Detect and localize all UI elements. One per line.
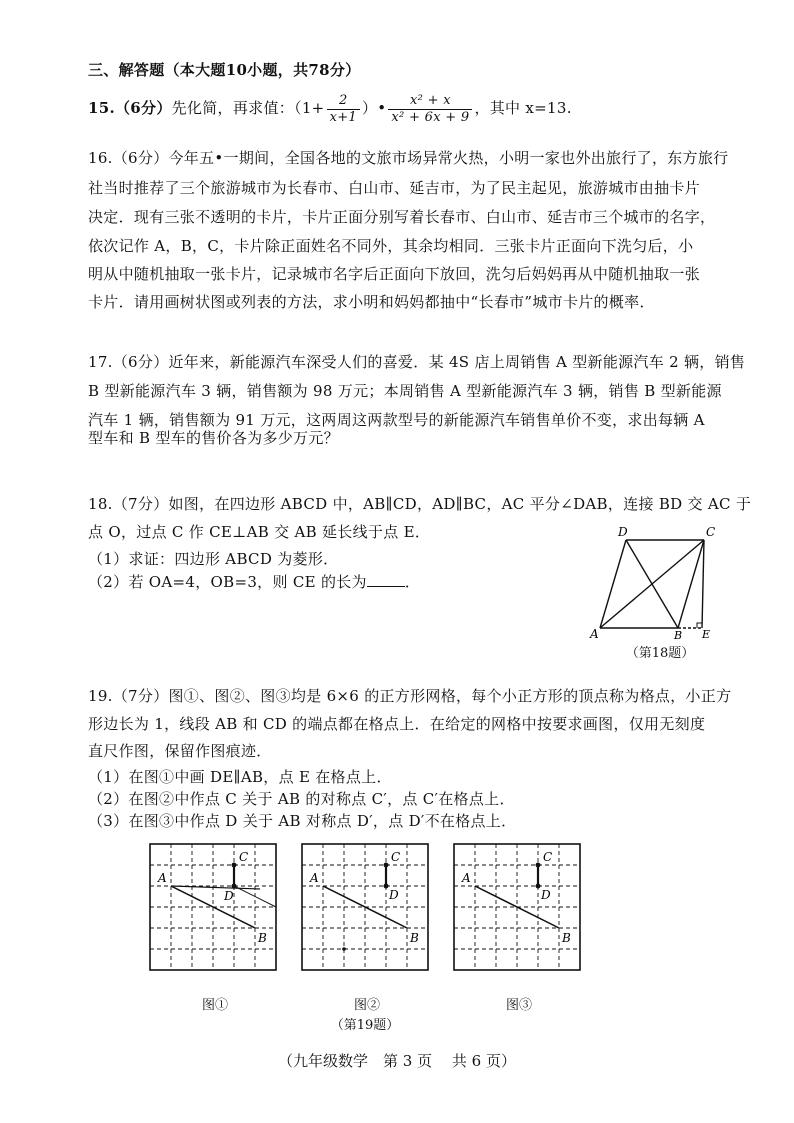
q17-line-3: 汽车 1 辆，销售额为 91 万元，这两周这两款型号的新能源汽车销售单价不变，求出每辆 A [88,411,705,429]
edge-da [600,540,626,628]
q15-fraction-2-numerator: x² + x [388,93,472,110]
grid-2-caption: 图② [353,998,380,1013]
construction-line [171,886,260,889]
q15-mid: ）• [361,99,387,117]
page-footer: （九年级数学 第 3 页 共 6 页） [278,1052,516,1070]
q15-fraction-1-numerator: 2 [327,93,360,110]
diagonal-bd [626,540,678,628]
point-c [384,863,389,868]
q15-number: 15.（6分） [88,99,172,117]
grid-1-label-a: A [158,871,167,885]
q19-part-3: （3）在图③中作点 D 关于 AB 对称点 D′，点 D′不在格点上． [88,812,517,830]
grid-2-label-c: C [391,850,401,864]
q16-line-3: 决定．现有三张不透明的卡片，卡片正面分别写着长春市、白山市、延吉市三个城市的名字， [88,208,716,226]
grid-2-label-b: B [410,931,419,945]
q15-fraction-2-denominator: x² + 6x + 9 [391,109,470,125]
q16-line-2: 社当时推荐了三个旅游城市为长春市、白山市、延吉市，为了民主起见，旅游城市由抽卡片 [88,179,701,197]
q16-line-5: 明从中随机抽取一张卡片，记录城市名字后正面向下放回，洗匀后妈妈再从中随机抽取一张 [88,265,701,283]
label-b: B [674,629,683,640]
question-15 [88,88,572,128]
edge-bc [678,540,704,628]
q15-prefix: 先化简，再求值：（1+ [171,99,325,117]
q16-line-1: 16.（6分）今年五•一期间，全国各地的文旅市场异常火热，小明一家也外出旅行了，东方旅行 [88,149,729,167]
grid-3-caption: 图③ [505,998,532,1013]
q19-caption: （第19题） [330,1018,400,1033]
grid-3-label-b: B [562,931,571,945]
point-mark [342,947,346,951]
q18-line-2: 点 O，过点 C 作 CE⊥AB 交 AB 延长线于点 E． [88,523,431,541]
grid-figure-3 [452,842,592,982]
q18-part-2 [88,572,420,592]
q19-line-3: 直尺作图，保留作图痕迹． [88,742,272,760]
q18-part-1: （1）求证：四边形 ABCD 为菱形． [88,550,339,568]
q15-fraction-1-denominator: x+1 [329,109,357,125]
q18-caption: （第18题） [625,646,695,661]
grid-2-label-d: D [389,888,399,902]
point-d [536,884,541,889]
q17-line-2: B 型新能源汽车 3 辆，销售额为 98 万元；本周销售 A 型新能源汽车 3 辆，销售 B 型新能源 [88,382,722,400]
q18-part-2-prefix: （2）若 OA=4，OB=3，则 CE 的长为 [88,573,367,591]
grid-1-label-c: C [239,850,249,864]
grid-1-label-b: B [258,931,267,945]
label-c: C [706,525,716,539]
q17-line-1: 17.（6分）近年来，新能源汽车深受人们的喜爱．某 4S 店上周销售 A 型新能源汽车 2 辆，销售 [88,353,746,371]
q19-part-2: （2）在图②中作点 C 关于 AB 的对称点 C′，点 C′在格点上． [88,790,515,808]
grid-figure-1 [148,842,288,982]
grid-3-label-a: A [462,871,471,885]
q15-suffix: ，其中 x=13. [474,99,572,117]
q19-line-1: 19.（7分）图①、图②、图③均是 6×6 的正方形网格，每个小正方形的顶点称为格点，小正方 [88,687,732,705]
point-d [232,884,237,889]
q15-fraction-1 [327,93,360,126]
grid-1-caption: 图① [201,998,228,1013]
q18-line-1: 18.（7分）如图，在四边形 ABCD 中，AB∥CD，AD∥BC，AC 平分∠DAB，连接 BD 交 AC 于 [88,495,752,513]
point-c [232,863,237,868]
segment-ce [702,540,704,628]
q18-figure [586,522,726,640]
q19-line-2: 形边长为 1，线段 AB 和 CD 的端点都在格点上．在给定的网格中按要求画图，仅用无刻度 [88,715,706,733]
q16-line-4: 依次记作 A，B，C，卡片除正面姓名不同外，其余均相同．三张卡片正面向下洗匀后，小 [88,237,694,255]
q15-fraction-2 [388,93,472,126]
section-title: 三、解答题（本大题10小题，共78分） [88,61,361,79]
label-e: E [702,628,711,640]
point-d [384,884,389,889]
q18-part-2-suffix: ． [404,573,421,591]
grid-3-label-d: D [541,888,551,902]
answer-blank [367,572,405,587]
grid-3-label-c: C [543,850,553,864]
q17-line-4: 型车和 B 型车的售价各为多少万元？ [88,429,339,447]
grid-2-label-a: A [310,871,319,885]
grid-1-label-d: D [224,889,234,903]
point-c [536,863,541,868]
q16-line-6: 卡片．请用画树状图或列表的方法，求小明和妈妈都抽中“长春市”城市卡片的概率． [88,293,655,311]
label-d: D [618,525,628,539]
grid-figure-2 [300,842,440,982]
label-a: A [590,627,599,640]
q19-part-1: （1）在图①中画 DE∥AB，点 E 在格点上． [88,768,392,786]
